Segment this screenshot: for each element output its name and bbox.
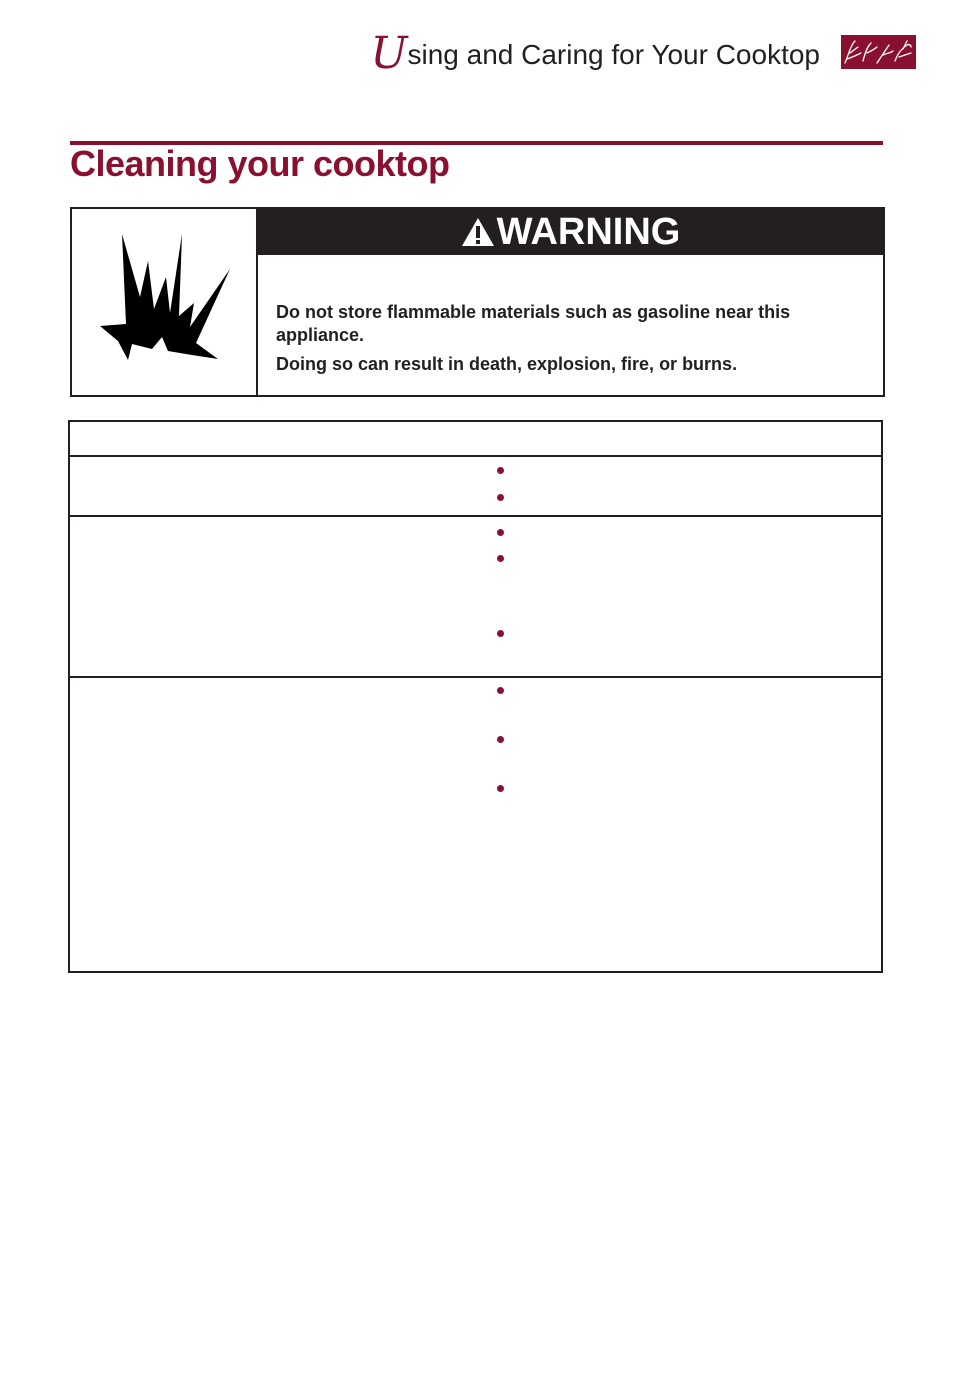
warning-icon-cell: [72, 209, 258, 395]
header-title-initial: U: [370, 28, 408, 79]
explosion-icon: [96, 231, 236, 371]
warning-line-2: Doing so can result in death, explosion, fire, or burns.: [276, 354, 738, 374]
alert-triangle-icon: [461, 212, 495, 258]
table-row-divider: [70, 515, 881, 517]
table-row-divider: [70, 455, 881, 457]
cleaning-table: [68, 420, 883, 973]
bullet-marker: [497, 467, 504, 474]
page-header: [300, 28, 820, 78]
warning-text: [276, 301, 866, 382]
bullet-marker: [497, 555, 504, 562]
bullet-marker: [497, 785, 504, 792]
page-title: Cleaning your cooktop: [70, 143, 450, 184]
bullet-marker: [497, 736, 504, 743]
warning-signal-word: WARNING: [496, 211, 681, 253]
warning-box: [70, 207, 885, 397]
warning-header: [258, 209, 883, 255]
table-row-divider: [70, 676, 881, 678]
brand-logo: [841, 35, 916, 69]
header-title: sing and Caring for Your Cooktop: [407, 39, 820, 70]
bullet-marker: [497, 529, 504, 536]
bullet-marker: [497, 494, 504, 501]
warning-line-1: Do not store flammable materials such as gasoline near this appliance.: [276, 302, 791, 345]
bullet-marker: [497, 687, 504, 694]
bullet-marker: [497, 630, 504, 637]
